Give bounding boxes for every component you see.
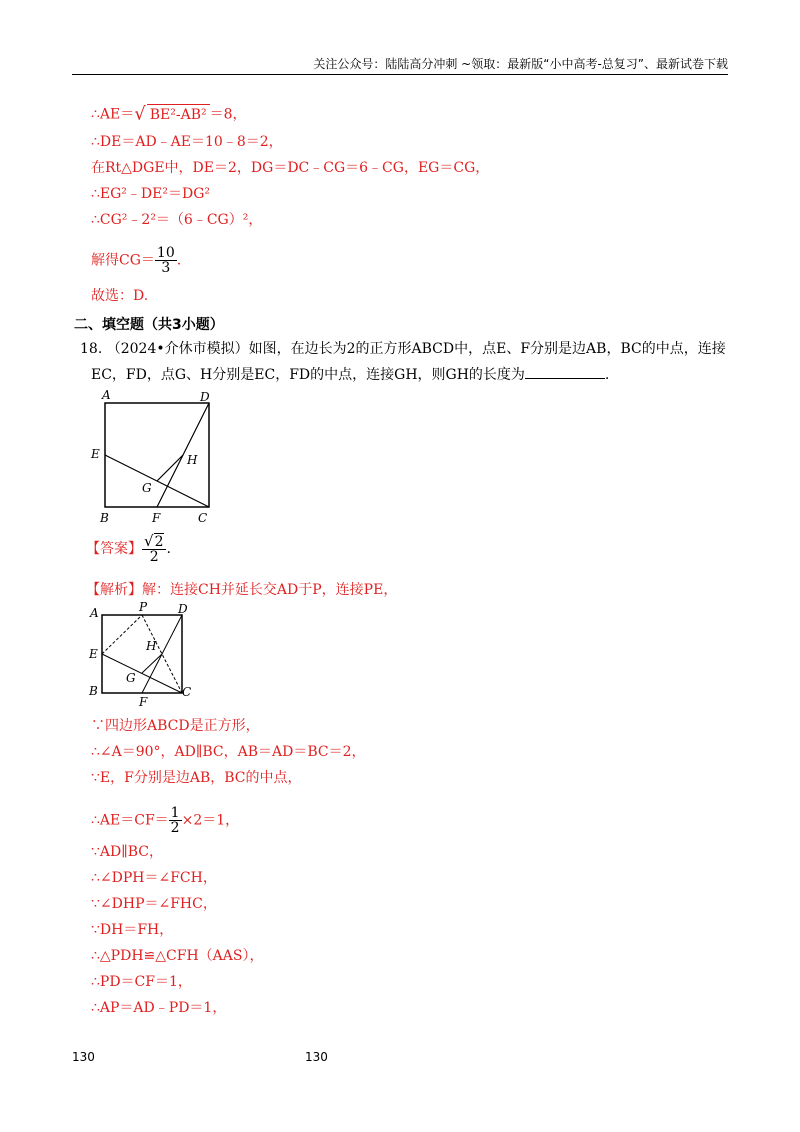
question-text-1: （2024•介休市模拟）如图，在边长为2的正方形ABCD中，点E、F分别是边AB，BC的中点，连接 <box>106 341 726 357</box>
analysis-step-1: ∵四边形ABCD是正方形， <box>91 718 260 734</box>
answer-num: √2 <box>142 534 166 550</box>
analysis-step-3: ∵E，F分别是边AB，BC的中点， <box>91 770 302 786</box>
ae-radicand: BE²-AB² <box>147 104 210 125</box>
page-header: 关注公众号：陆陆高分冲刺 ~领取：最新版“小中高考-总复习”、最新试卷下载 <box>72 56 728 75</box>
question-line-1 <box>74 336 730 362</box>
analysis-step-9: ∴PD＝CF＝1， <box>91 974 192 990</box>
half-fraction <box>169 806 182 835</box>
afig-label-b: B <box>89 684 98 698</box>
solution-line-cg: ∴CG²﹣2²＝（6﹣CG）²， <box>91 212 263 228</box>
ae-prefix: ∴AE＝ <box>91 106 135 123</box>
fig-label-f: F <box>152 511 161 525</box>
question-18 <box>74 336 730 388</box>
question-line-2 <box>74 362 730 388</box>
result-suffix: . <box>176 252 182 269</box>
fig-label-b: B <box>100 511 109 525</box>
analysis-line <box>86 580 397 600</box>
solution-line-de: ∴DE＝AD﹣AE＝10﹣8＝2， <box>91 134 283 150</box>
question-number: 18. <box>80 341 103 357</box>
analysis-step-6: ∵∠DHP＝∠FHC， <box>91 896 217 912</box>
fig-label-d: D <box>200 390 210 404</box>
answer-blank <box>525 366 605 379</box>
analysis-step-2: ∴∠A＝90°，AD∥BC，AB＝AD＝BC＝2， <box>91 744 366 760</box>
afig-label-a: A <box>90 606 99 620</box>
ae-suffix: ＝8， <box>209 106 247 123</box>
afig-label-c: C <box>182 685 192 699</box>
afig-label-f: F <box>139 695 148 709</box>
fig-label-g: G <box>142 481 152 495</box>
analysis-text: 解：连接CH并延长交AD于P，连接PE， <box>142 582 398 598</box>
analysis-step-4: ∵AD∥BC， <box>91 844 163 860</box>
answer-label: 【答案】 <box>86 541 142 557</box>
answer-line <box>86 534 171 564</box>
analysis-step-ae <box>91 806 239 835</box>
answer-suffix: . <box>166 541 171 557</box>
fig-label-e: E <box>91 447 100 461</box>
question-text-2: EC，FD，点G、H分别是EC，FD的中点，连接GH，则GH的长度为 <box>91 367 525 383</box>
solution-line-rt: 在Rt△DGE中，DE＝2，DG＝DC﹣CG＝6﹣CG，EG＝CG， <box>91 160 490 176</box>
analysis-step-5: ∴∠DPH＝∠FCH， <box>91 870 217 886</box>
section-title: 二、填空题（共3小题） <box>74 317 224 333</box>
result-fraction <box>155 246 177 275</box>
answer-den: 2 <box>149 549 159 565</box>
fig-label-a: A <box>102 388 111 402</box>
analysis-step-8: ∴△PDH≌△CFH（AAS）， <box>91 948 264 964</box>
fig-label-h: H <box>187 453 198 467</box>
page-number-left: 130 <box>72 1050 95 1064</box>
question-figure <box>86 386 226 526</box>
afig-label-h: H <box>146 639 157 653</box>
ae-cf-prefix: ∴AE＝CF＝ <box>91 812 169 829</box>
half-num: 1 <box>170 805 180 821</box>
afig-label-g: G <box>126 671 136 685</box>
analysis-step-7: ∵DH＝FH， <box>91 922 174 938</box>
fig-label-c: C <box>198 511 208 525</box>
solution-line-eg: ∴EG²﹣DE²＝DG² <box>91 186 210 202</box>
solution-line-ae: ∴AE＝√ BE²-AB² ＝8， <box>91 103 247 125</box>
solution-line-result <box>91 246 181 275</box>
ae-cf-suffix: ×2＝1， <box>181 812 240 829</box>
half-den: 2 <box>170 820 180 836</box>
analysis-figure <box>86 600 196 710</box>
result-num: 10 <box>156 245 175 261</box>
question-text-2-end: . <box>604 367 610 383</box>
solution-line-choice: 故选：D. <box>91 288 149 304</box>
afig-label-e: E <box>89 647 98 661</box>
analysis-step-10: ∴AP＝AD﹣PD＝1， <box>91 1000 227 1016</box>
page-number-center: 130 <box>305 1050 328 1064</box>
afig-label-p: P <box>139 600 148 614</box>
result-den: 3 <box>161 260 171 276</box>
afig-label-d: D <box>178 602 188 616</box>
analysis-label: 【解析】 <box>86 582 142 598</box>
answer-fraction <box>142 534 166 564</box>
result-prefix: 解得CG＝ <box>91 252 155 269</box>
